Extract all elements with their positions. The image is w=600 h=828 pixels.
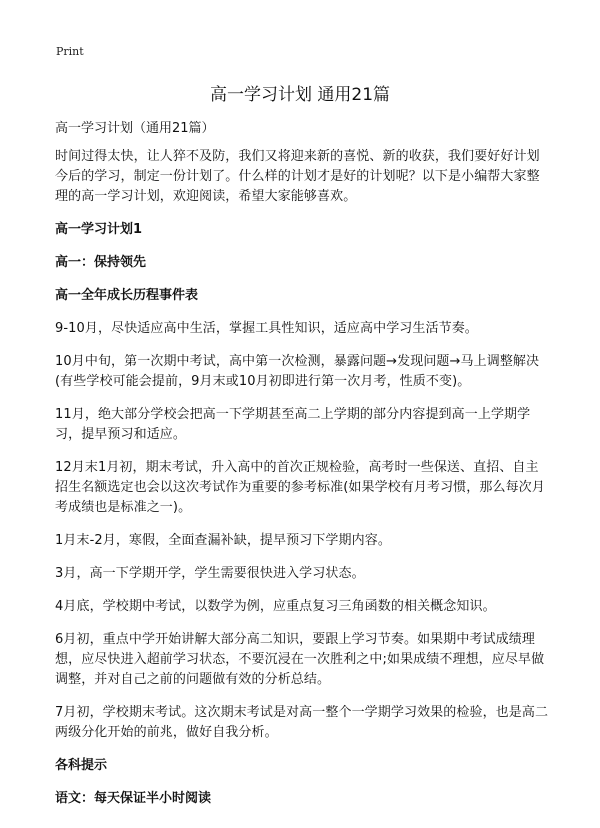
event-paragraph: 4月底，学校期中考试，以数学为例，应重点复习三角函数的相关概念知识。 bbox=[55, 599, 496, 614]
sub-heading-chinese-reading: 语文：每天保证半小时阅读 bbox=[55, 791, 212, 806]
event-paragraph: 9-10月，尽快适应高中生活，掌握工具性知识，适应高中学习生活节奏。 bbox=[55, 321, 478, 336]
section-heading-plan-1: 高一学习计划1 bbox=[55, 222, 143, 237]
event-paragraph: 3月，高一下学期开学，学生需要很快进入学习状态。 bbox=[55, 566, 365, 581]
page-title: 高一学习计划 通用21篇 bbox=[209, 85, 391, 105]
event-paragraph: 10月中旬，第一次期中考试，高中第一次检测，暴露问题→发现问题→马上调整解决(有些学校可能会提前，9月末或10月初即进行第一次月考，性质不变)。 bbox=[55, 354, 540, 389]
section-heading-subject-tips: 各科提示 bbox=[55, 758, 108, 773]
intro-paragraph: 时间过得太快，让人猝不及防，我们又将迎来新的喜悦、新的收获，我们要好好计划今后的学习，制定一份计划了。什么样的计划才是好的计划呢？以下是小编帮大家整理的高一学习计划，欢迎阅读，希望大家能够喜欢。 bbox=[55, 149, 540, 204]
article-body bbox=[55, 118, 551, 822]
event-paragraph: 1月末-2月，寒假，全面查漏补缺，提早预习下学期内容。 bbox=[55, 533, 391, 548]
sub-heading-keep-lead: 高一：保持领先 bbox=[55, 255, 147, 270]
sub-heading-event-table: 高一全年成长历程事件表 bbox=[55, 288, 199, 303]
event-paragraph: 7月初，学校期末考试。这次期末考试是对高一整个一学期学习效果的检验，也是高二两级分化开始的前兆，做好自我分析。 bbox=[55, 705, 549, 740]
event-paragraph: 6月初，重点中学开始讲解大部分高二知识，要跟上学习节奏。如果期中考试成绩理想，应尽快进入超前学习状态，不要沉浸在一次胜利之中;如果成绩不理想，应尽早做调整，并对自己之前的问题做有效的分析总结。 bbox=[55, 632, 545, 687]
article-subtitle: 高一学习计划（通用21篇） bbox=[55, 121, 215, 136]
print-link[interactable]: Print bbox=[56, 45, 84, 58]
event-paragraph: 12月末1月初，期末考试，升入高中的首次正规检验，高考时一些保送、直招、自主招生名额选定也会以这次考试作为重要的参考标准(如果学校有月考习惯，那么每次月考成绩也是标准之一)。 bbox=[55, 460, 545, 515]
event-paragraph: 11月，绝大部分学校会把高一下学期甚至高二上学期的部分内容提到高一上学期学习，提早预习和适应。 bbox=[55, 407, 531, 442]
